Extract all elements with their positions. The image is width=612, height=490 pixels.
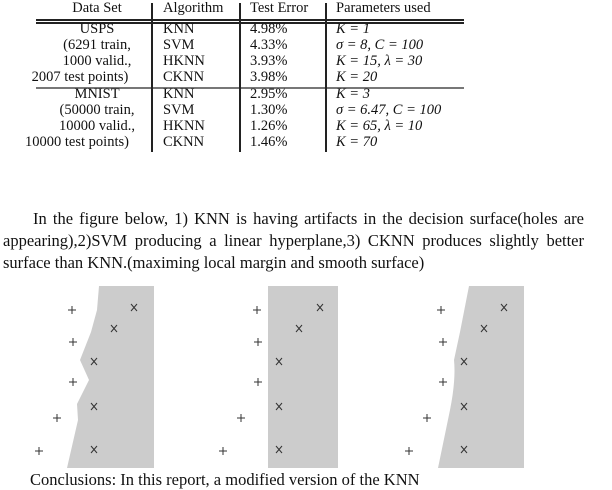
table-row-err: 1.26% bbox=[250, 118, 288, 134]
dataset-usps-line1: USPS bbox=[79, 21, 115, 37]
table-row-param: K = 65, λ = 10 bbox=[336, 118, 423, 134]
table-row-err: 1.30% bbox=[250, 102, 288, 118]
table-row-param: σ = 8, C = 100 bbox=[336, 37, 424, 53]
conclusions-text-cutoff: Conclusions: In this report, a modified version of the KNN bbox=[30, 470, 420, 489]
table-row-err: 4.98% bbox=[250, 21, 288, 37]
header-test-error: Test Error bbox=[250, 0, 309, 16]
table-row-err: 3.93% bbox=[250, 53, 288, 69]
table-row-param: σ = 6.47, C = 100 bbox=[336, 102, 442, 118]
table-row-err: 1.46% bbox=[250, 134, 288, 150]
dataset-mnist-line1: MNIST bbox=[74, 86, 120, 102]
table-row-alg: KNN bbox=[163, 86, 195, 102]
table-row-alg: KNN bbox=[163, 21, 195, 37]
dataset-usps-line2: (6291 train, bbox=[63, 37, 131, 53]
column-rule bbox=[151, 3, 153, 152]
figure-description-paragraph bbox=[3, 208, 584, 274]
dataset-mnist-line2: (50000 train, bbox=[59, 102, 135, 118]
figure-svm-decision-surface bbox=[200, 280, 400, 470]
table-row-param: K = 20 bbox=[336, 69, 378, 85]
header-parameters: Parameters used bbox=[336, 0, 431, 16]
dataset-mnist-line3: 10000 valid., bbox=[58, 118, 136, 134]
dataset-usps-line4: 2007 test points) bbox=[31, 69, 129, 85]
dataset-usps-line3: 1000 valid., bbox=[62, 53, 132, 69]
table-row-err: 2.95% bbox=[250, 86, 288, 102]
table-row-param: K = 15, λ = 30 bbox=[336, 53, 423, 69]
table-row-alg: SVM bbox=[163, 37, 195, 53]
table-row-err: 3.98% bbox=[250, 69, 288, 85]
column-rule bbox=[239, 3, 241, 152]
paragraph-text: In the figure below, 1) KNN is having artifacts in the decision surface(holes are appearing),2)SVM producing a linear hyperplane,3) CKNN produces slightly better surface than KNN.(maximing local margin and smooth surface) bbox=[3, 209, 584, 272]
header-data-set: Data Set bbox=[72, 0, 122, 16]
column-rule bbox=[325, 3, 327, 152]
table-row-param: K = 3 bbox=[336, 86, 370, 102]
table-row-param: K = 1 bbox=[336, 21, 370, 37]
table-row-alg: CKNN bbox=[163, 134, 205, 150]
dataset-mnist-line4: 10000 test points) bbox=[25, 134, 129, 150]
table-row-alg: SVM bbox=[163, 102, 195, 118]
table-row-param: K = 70 bbox=[336, 134, 378, 150]
figure-cknn-decision-surface bbox=[390, 280, 612, 470]
header-algorithm: Algorithm bbox=[163, 0, 224, 16]
table-row-alg: HKNN bbox=[163, 53, 205, 69]
table-row-alg: HKNN bbox=[163, 118, 205, 134]
figure-knn-decision-surface bbox=[0, 280, 210, 470]
table-row-alg: CKNN bbox=[163, 69, 205, 85]
table-row-err: 4.33% bbox=[250, 37, 288, 53]
